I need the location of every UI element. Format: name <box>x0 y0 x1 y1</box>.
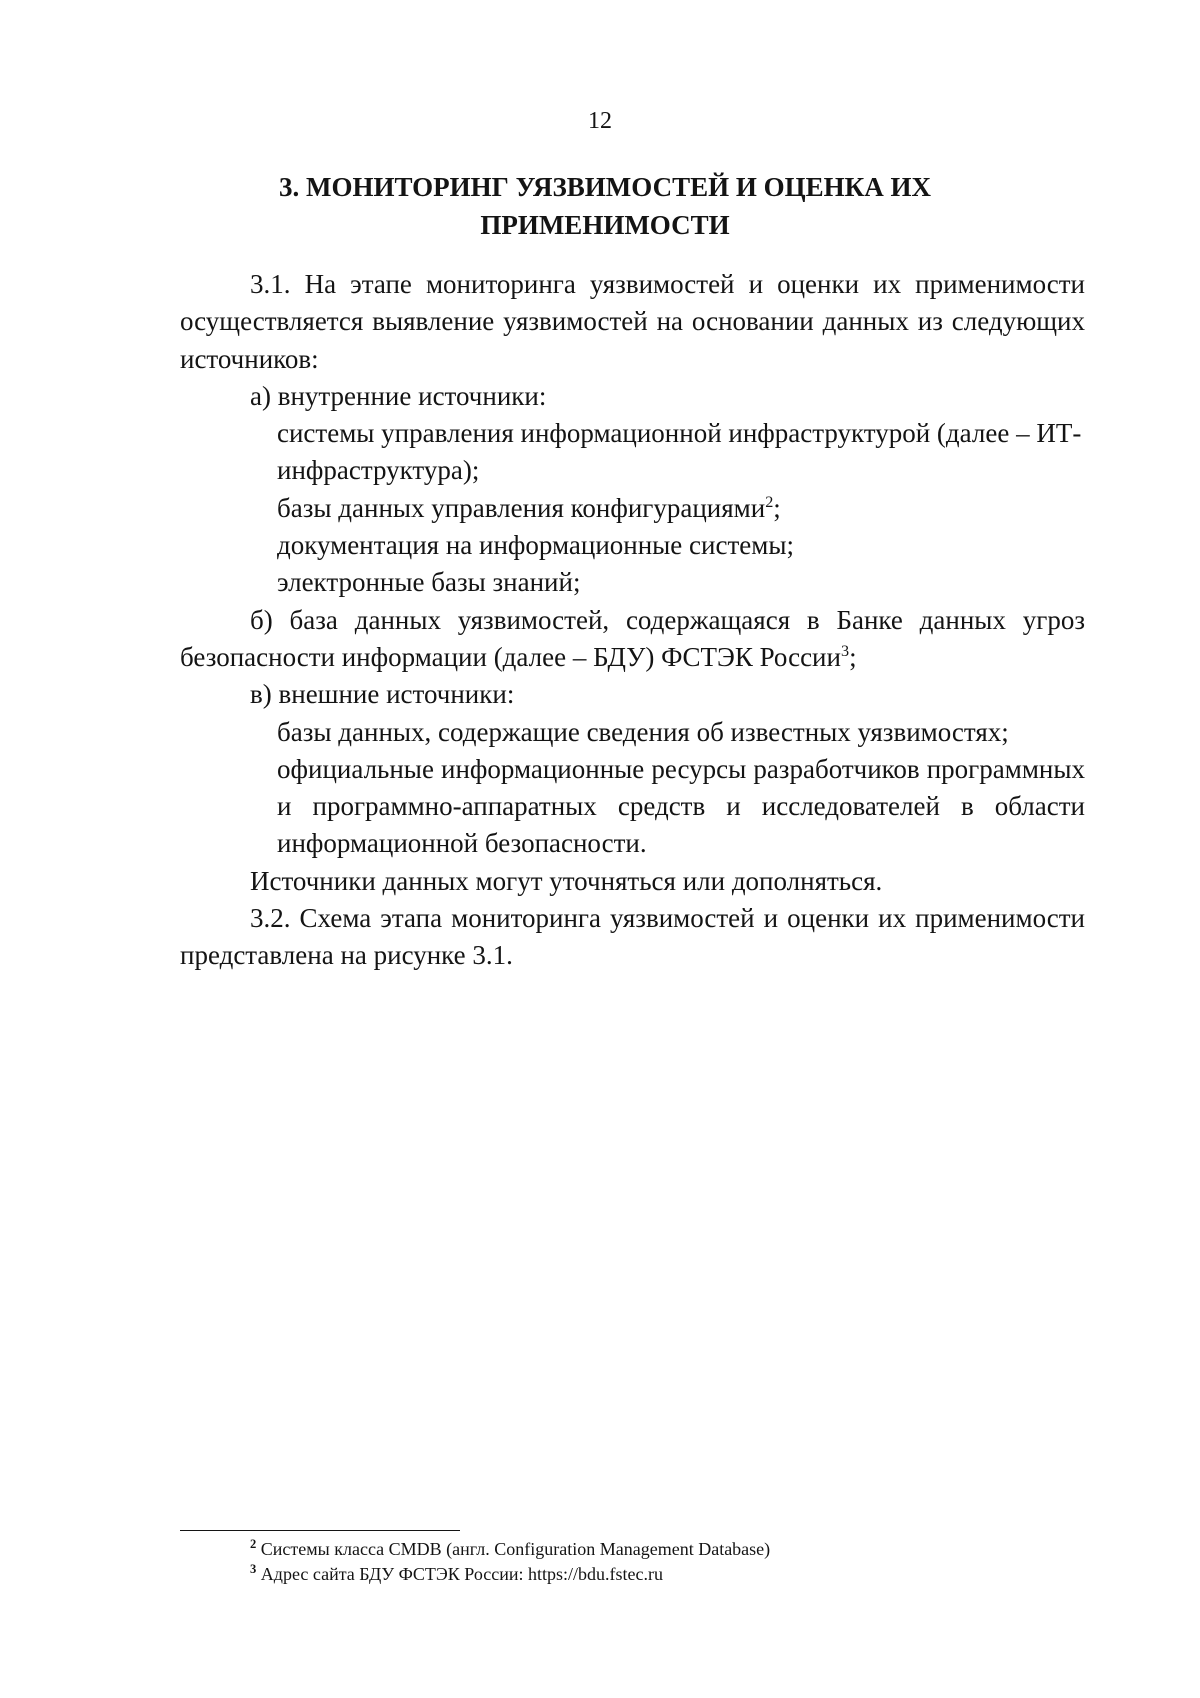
item-a-sub4: электронные базы знаний; <box>277 567 581 598</box>
paragraph-3-2: 3.2. Схема этапа мониторинга уязвимостей и оценки их применимости представлена на рисунке 3.1. <box>180 903 1085 971</box>
footnote-ref-2: 2 <box>765 492 774 511</box>
footnote-3 <box>250 1562 1050 1587</box>
footnote-3-mark: 3 <box>250 1562 257 1576</box>
footnote-separator <box>180 1530 460 1531</box>
section-title-line1: 3. МОНИТОРИНГ УЯЗВИМОСТЕЙ И ОЦЕНКА ИХ <box>279 172 931 202</box>
item-b-text: б) база данных уязвимостей, содержащаяся в Банке данных угроз безопасности информации (далее – БДУ) ФСТЭК России <box>180 604 1085 672</box>
item-c-sub1: базы данных, содержащие сведения об известных уязвимостях; <box>277 716 1009 747</box>
page-number: 12 <box>588 108 612 134</box>
footnotes <box>250 1537 1050 1587</box>
item-a-sub2-text: базы данных управления конфигурациями <box>277 492 766 523</box>
footnote-2 <box>250 1537 1050 1562</box>
item-c-sub2: официальные информационные ресурсы разработчиков программных и программно-аппаратных средств и исследователей в области информационной безопасности. <box>277 753 1085 859</box>
item-b-end: ; <box>849 641 857 672</box>
item-a-sub3: документация на информационные системы; <box>277 530 794 561</box>
item-a-sub2-end: ; <box>773 492 781 523</box>
item-c-label: в) внешние источники: <box>250 679 515 710</box>
item-a-label: а) внутренние источники: <box>250 380 547 411</box>
footnote-2-text: Системы класса CMDB (англ. Configuration Management Database) <box>256 1539 771 1559</box>
paragraph-3-1-intro: 3.1. На этапе мониторинга уязвимостей и оценки их применимости осуществляется выявление уязвимостей на основании данных из следующих источников: <box>180 269 1085 374</box>
item-b <box>180 602 1085 677</box>
section-title <box>180 168 1030 244</box>
body-text <box>180 266 1085 975</box>
item-a-sub2 <box>180 490 1085 527</box>
item-a-sub1: системы управления информационной инфраструктурой (далее – ИТ-инфраструктура); <box>277 418 1082 486</box>
footnote-ref-3: 3 <box>840 641 850 660</box>
footnote-2-mark: 2 <box>250 1537 257 1551</box>
footnote-3-text: Адрес сайта БДУ ФСТЭК России: https://bdu.fstec.ru <box>256 1564 664 1584</box>
section-title-line2: ПРИМЕНИМОСТИ <box>480 210 730 240</box>
closing-note: Источники данных могут уточняться или дополняться. <box>250 865 883 896</box>
